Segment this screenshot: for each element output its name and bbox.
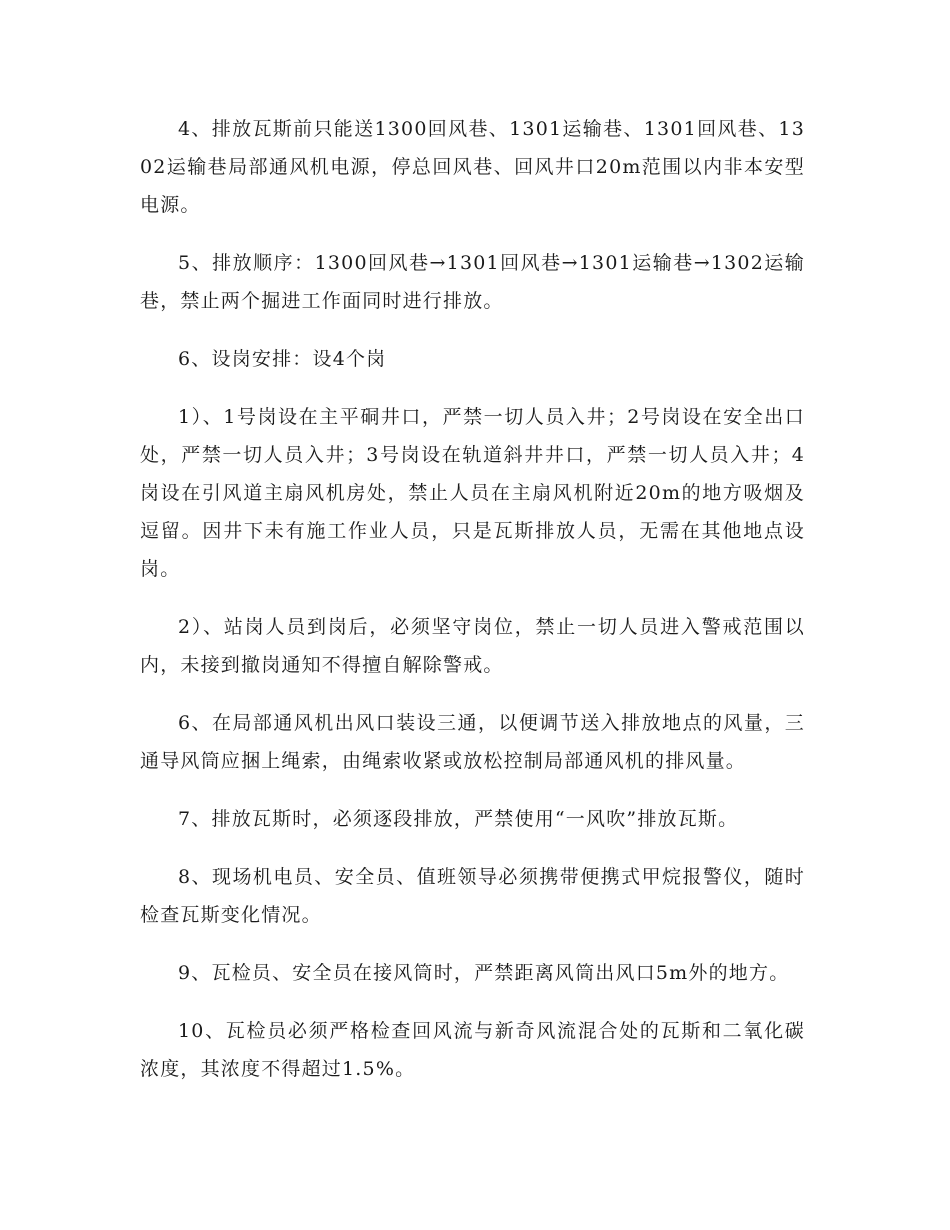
paragraph-item-6-tee-connection: 6、在局部通风机出风口装设三通，以便调节送入排放地点的风量，三通导风筒应捆上绳索，由绳索收紧或放松控制局部通风机的排风量。 [140,712,805,772]
paragraph-subitem-2: 2）、站岗人员到岗后，必须坚守岗位，禁止一切人员进入警戒范围以内，未接到撤岗通知不得擅自解除警戒。 [140,616,805,676]
paragraph-item-8: 8、现场机电员、安全员、值班领导必须携带便携式甲烷报警仪，随时检查瓦斯变化情况。 [140,866,805,926]
paragraph-item-6-post-arrangement: 6、设岗安排：设4个岗 [178,348,387,370]
document-body [140,110,805,1108]
paragraph-item-7: 7、排放瓦斯时，必须逐段排放，严禁使用“一风吹”排放瓦斯。 [178,808,739,830]
paragraph-item-5: 5、排放顺序：1300回风巷→1301回风巷→1301运输巷→1302运输巷，禁止两个掘进工作面同时进行排放。 [140,252,805,312]
paragraph-item-4: 4、排放瓦斯前只能送1300回风巷、1301运输巷、1301回风巷、1302运输巷局部通风机电源，停总回风巷、回风井口20m范围以内非本安型电源。 [140,118,805,216]
paragraph-item-9: 9、瓦检员、安全员在接风筒时，严禁距离风筒出风口5m外的地方。 [178,962,790,984]
paragraph-item-10: 10、瓦检员必须严格检查回风流与新奇风流混合处的瓦斯和二氧化碳浓度，其浓度不得超过1.5%。 [140,1020,805,1080]
paragraph-subitem-1: 1）、1号岗设在主平硐井口，严禁一切人员入井；2号岗设在安全出口处，严禁一切人员入井；3号岗设在轨道斜井井口，严禁一切人员入井；4岗设在引风道主扇风机房处，禁止人员在主扇风机附近20m的地方吸烟及逗留。因井下未有施工作业人员，只是瓦斯排放人员，无需在其他地点设岗。 [140,406,805,580]
